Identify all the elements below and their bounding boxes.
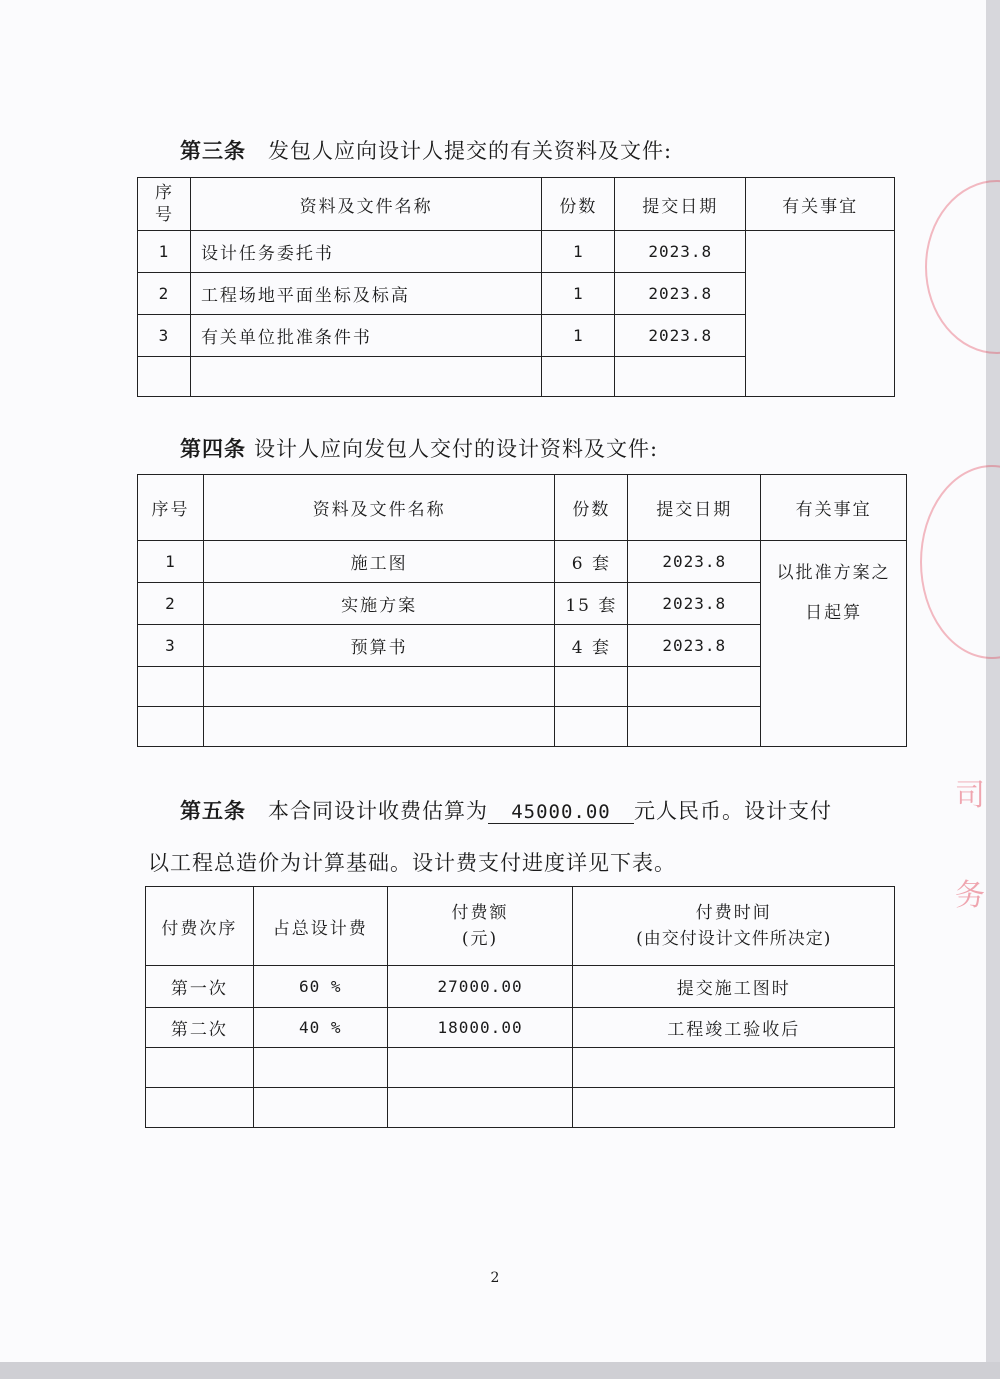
section5-label: 第五条: [180, 798, 246, 823]
header-no: 序号: [138, 475, 204, 541]
table-row: [146, 1048, 895, 1088]
header-notes: 有关事宜: [761, 475, 907, 541]
table-row: 第一次 60 % 27000.00 提交施工图时: [146, 966, 895, 1008]
header-count: 份数: [542, 178, 615, 231]
table-row: [146, 1088, 895, 1128]
section4-text: 设计人应向发包人交付的设计资料及文件:: [254, 437, 659, 461]
header-date: 提交日期: [628, 475, 761, 541]
seal-mark: 务: [955, 878, 985, 913]
submit-materials-table: [137, 177, 895, 397]
table-row: 2 实施方案 15 套 2023.8: [138, 583, 907, 625]
section3-heading: [180, 135, 672, 165]
section3-text: 发包人应向设计人提交的有关资料及文件:: [268, 139, 673, 163]
header-order: 付费次序: [146, 887, 254, 966]
scan-edge-bottom: [0, 1362, 1000, 1379]
header-time: 付费时间 (由交付设计文件所决定): [573, 887, 895, 966]
notes-cell: [761, 541, 907, 747]
deliver-materials-table: [137, 474, 907, 747]
payment-schedule-table: [145, 886, 895, 1128]
seal-mark: 司: [955, 778, 985, 813]
header-percent: 占总设计费: [253, 887, 387, 966]
header-name: 资料及文件名称: [203, 475, 554, 541]
section5-paragraph: 第五条 本合同设计收费估算为 45000.00 元人民币。设计支付: [180, 798, 832, 823]
section3-label: 第三条: [180, 138, 246, 163]
table-row: 2 工程场地平面坐标及标高 1 2023.8: [138, 273, 895, 315]
table-row: 3 预算书 4 套 2023.8: [138, 625, 907, 667]
note-line: 以批准方案之: [776, 563, 891, 583]
table-row: 1 施工图 6 套 2023.8 以批准方案之 日起算: [138, 541, 907, 583]
table-row: 第二次 40 % 18000.00 工程竣工验收后: [146, 1008, 895, 1048]
section4-heading: [180, 433, 658, 463]
notes-cell: [746, 231, 895, 397]
page-number: 2: [490, 1270, 500, 1286]
table-row: 3 有关单位批准条件书 1 2023.8: [138, 315, 895, 357]
section5-paragraph-line2: 以工程总造价为计算基础。设计费支付进度详见下表。: [148, 851, 676, 875]
header-count: 份数: [555, 475, 628, 541]
table-row: 1 设计任务委托书 1 2023.8: [138, 231, 895, 273]
header-notes: 有关事宜: [746, 178, 895, 231]
header-date: 提交日期: [615, 178, 746, 231]
header-amount: 付费额 (元): [387, 887, 573, 966]
header-name: 资料及文件名称: [190, 178, 541, 231]
header-no: 序号: [138, 178, 191, 231]
note-line: 日起算: [805, 603, 863, 623]
section4-label: 第四条: [180, 436, 246, 461]
fee-amount: 45000.00: [488, 801, 634, 824]
